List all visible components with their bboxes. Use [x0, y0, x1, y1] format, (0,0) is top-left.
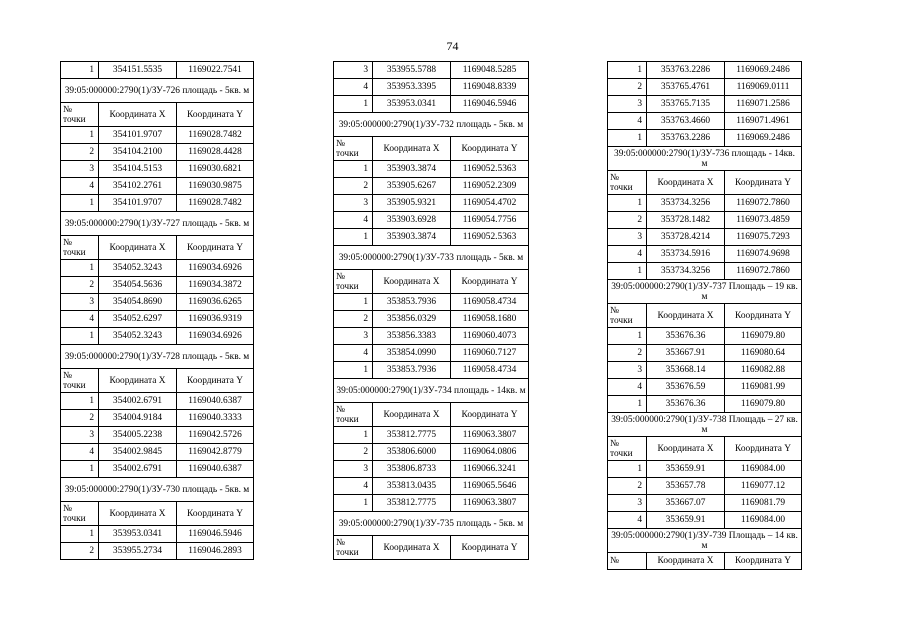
header-coordinate-y: Координата Y [177, 502, 254, 526]
point-number-cell: 1 [61, 526, 99, 543]
plot-title-row [334, 379, 529, 403]
coordinate-x-cell: 353812.7775 [373, 427, 451, 444]
plot-title: 39:05:000000:2790(1)/ЗУ-730 площадь - 5кв. м [61, 478, 254, 502]
coordinate-y-cell: 1169028.7482 [177, 127, 254, 144]
coordinates-column-3 [607, 61, 802, 570]
point-number-cell: 1 [61, 195, 99, 212]
table-row [334, 495, 529, 512]
coordinate-y-cell: 1169030.9875 [177, 178, 254, 195]
coordinate-x-cell: 354101.9707 [99, 195, 177, 212]
coordinate-y-cell: 1169052.2309 [451, 178, 529, 195]
coordinate-y-cell: 1169066.3241 [451, 461, 529, 478]
plot-title-row [608, 529, 802, 553]
coordinate-x-cell: 353812.7775 [373, 495, 451, 512]
header-row [334, 536, 529, 560]
header-row [608, 304, 802, 328]
point-number-cell: 2 [61, 543, 99, 560]
point-number-cell: 3 [608, 362, 647, 379]
point-number-cell: 3 [608, 495, 647, 512]
coordinate-y-cell: 1169080.64 [725, 345, 802, 362]
coordinate-y-cell: 1169079.80 [725, 328, 802, 345]
plot-title: 39:05:000000:2790(1)/ЗУ-733 площадь - 5кв. м [334, 246, 529, 270]
coordinate-y-cell: 1169072.7860 [725, 263, 802, 280]
point-number-cell: 1 [334, 427, 373, 444]
coordinate-y-cell: 1169046.5946 [451, 96, 529, 113]
header-point-number: № точки [608, 304, 647, 328]
coordinate-y-cell: 1169058.1680 [451, 311, 529, 328]
coordinate-x-cell: 354002.9845 [99, 444, 177, 461]
table-row [608, 195, 802, 212]
coordinate-x-cell: 354151.5535 [99, 62, 177, 79]
table-row [608, 478, 802, 495]
plot-title: 39:05:000000:2790(1)/ЗУ-728 площадь - 5кв. м [61, 345, 254, 369]
point-number-cell: 1 [608, 130, 647, 147]
coordinate-x-cell: 353763.2286 [647, 130, 725, 147]
plot-title-row [61, 212, 254, 236]
coordinate-y-cell: 1169058.4734 [451, 362, 529, 379]
table-row [61, 144, 254, 161]
plot-title: 39:05:000000:2790(1)/ЗУ-736 площадь - 14кв. м [608, 147, 802, 171]
coordinate-y-cell: 1169042.8779 [177, 444, 254, 461]
table-row [334, 62, 529, 79]
plot-title: 39:05:000000:2790(1)/ЗУ-738 Площадь – 27 кв. м [608, 413, 802, 437]
table-row [608, 396, 802, 413]
header-coordinate-y: Координата Y [451, 137, 529, 161]
point-number-cell: 2 [61, 144, 99, 161]
coordinate-y-cell: 1169058.4734 [451, 294, 529, 311]
coordinate-x-cell: 353903.3874 [373, 229, 451, 246]
coordinate-x-cell: 354052.3243 [99, 260, 177, 277]
coordinate-x-cell: 353955.2734 [99, 543, 177, 560]
header-coordinate-x: Координата X [373, 137, 451, 161]
table-row [608, 96, 802, 113]
coordinate-y-cell: 1169048.5285 [451, 62, 529, 79]
coordinate-y-cell: 1169034.6926 [177, 260, 254, 277]
coordinate-y-cell: 1169040.3333 [177, 410, 254, 427]
coordinate-y-cell: 1169028.4428 [177, 144, 254, 161]
point-number-cell: 3 [61, 161, 99, 178]
table-row [334, 362, 529, 379]
coordinate-y-cell: 1169040.6387 [177, 461, 254, 478]
coordinate-y-cell: 1169060.4073 [451, 328, 529, 345]
table-row [334, 461, 529, 478]
point-number-cell: 4 [334, 212, 373, 229]
coordinate-x-cell: 354101.9707 [99, 127, 177, 144]
header-coordinate-x: Координата X [373, 270, 451, 294]
table-row [61, 195, 254, 212]
table-row [608, 212, 802, 229]
coordinate-y-cell: 1169042.5726 [177, 427, 254, 444]
coordinate-x-cell: 353734.3256 [647, 195, 725, 212]
coordinate-y-cell: 1169069.2486 [725, 130, 802, 147]
header-coordinate-x: Координата X [647, 171, 725, 195]
table-row [61, 311, 254, 328]
coordinate-y-cell: 1169054.7756 [451, 212, 529, 229]
coordinate-x-cell: 353668.14 [647, 362, 725, 379]
coordinate-y-cell: 1169054.4702 [451, 195, 529, 212]
header-row [334, 137, 529, 161]
point-number-cell: 1 [608, 396, 647, 413]
coordinate-x-cell: 354102.2761 [99, 178, 177, 195]
header-point-number: № точки [61, 236, 99, 260]
header-row [608, 437, 802, 461]
point-number-cell: 1 [61, 461, 99, 478]
point-number-cell: 4 [61, 444, 99, 461]
header-coordinate-y: Координата Y [451, 536, 529, 560]
coordinate-x-cell: 353657.78 [647, 478, 725, 495]
point-number-cell: 3 [61, 427, 99, 444]
coordinate-x-cell: 353765.4761 [647, 79, 725, 96]
point-number-cell: 3 [334, 62, 373, 79]
point-number-cell: 1 [608, 461, 647, 478]
table-row [608, 345, 802, 362]
point-number-cell: 1 [61, 260, 99, 277]
coordinate-y-cell: 1169052.5363 [451, 161, 529, 178]
coordinate-x-cell: 353806.6000 [373, 444, 451, 461]
point-number-cell: 1 [608, 263, 647, 280]
plot-title-row [61, 345, 254, 369]
plot-title-row [61, 478, 254, 502]
plot-title: 39:05:000000:2790(1)/ЗУ-739 Площадь – 14 кв. м [608, 529, 802, 553]
point-number-cell: 4 [334, 478, 373, 495]
table-row [334, 294, 529, 311]
table-row [61, 328, 254, 345]
coordinate-y-cell: 1169052.5363 [451, 229, 529, 246]
coordinate-x-cell: 353763.4660 [647, 113, 725, 130]
table-row [61, 461, 254, 478]
coordinate-y-cell: 1169063.3807 [451, 427, 529, 444]
header-point-number: № точки [61, 103, 99, 127]
header-coordinate-x: Координата X [99, 103, 177, 127]
table-row [334, 345, 529, 362]
coordinate-x-cell: 353856.3383 [373, 328, 451, 345]
point-number-cell: 1 [608, 195, 647, 212]
point-number-cell: 1 [334, 161, 373, 178]
plot-title-row [608, 413, 802, 437]
coordinate-x-cell: 354004.9184 [99, 410, 177, 427]
coordinate-x-cell: 353806.8733 [373, 461, 451, 478]
point-number-cell: 4 [334, 345, 373, 362]
coordinate-x-cell: 353676.59 [647, 379, 725, 396]
point-number-cell: 2 [608, 212, 647, 229]
coordinate-x-cell: 354104.5153 [99, 161, 177, 178]
coordinate-y-cell: 1169060.7127 [451, 345, 529, 362]
coordinate-x-cell: 353813.0435 [373, 478, 451, 495]
coordinate-x-cell: 354054.8690 [99, 294, 177, 311]
table-row [334, 96, 529, 113]
header-coordinate-y: Координата Y [725, 437, 802, 461]
point-number-cell: 1 [608, 328, 647, 345]
table-row [334, 311, 529, 328]
coordinate-y-cell: 1169077.12 [725, 478, 802, 495]
coordinate-x-cell: 354002.6791 [99, 393, 177, 410]
plot-title: 39:05:000000:2790(1)/ЗУ-737 Площадь – 19 кв. м [608, 280, 802, 304]
coordinate-x-cell: 353853.7936 [373, 362, 451, 379]
coordinate-y-cell: 1169069.2486 [725, 62, 802, 79]
table-row [61, 260, 254, 277]
header-point-number: № точки [608, 437, 647, 461]
point-number-cell: 3 [334, 328, 373, 345]
table-row [608, 362, 802, 379]
coordinate-x-cell: 353763.2286 [647, 62, 725, 79]
plot-title-row [61, 79, 254, 103]
coordinate-x-cell: 353903.3874 [373, 161, 451, 178]
header-coordinate-y: Координата Y [177, 236, 254, 260]
table-row [334, 478, 529, 495]
table-row [334, 212, 529, 229]
coordinate-x-cell: 353728.4214 [647, 229, 725, 246]
coordinates-column-1 [60, 61, 254, 560]
header-row [61, 369, 254, 393]
coordinate-y-cell: 1169071.2586 [725, 96, 802, 113]
plot-title: 39:05:000000:2790(1)/ЗУ-734 площадь - 14кв. м [334, 379, 529, 403]
point-number-cell: 1 [334, 229, 373, 246]
coordinate-x-cell: 353734.3256 [647, 263, 725, 280]
coordinate-y-cell: 1169069.0111 [725, 79, 802, 96]
table-row [61, 543, 254, 560]
table-row [608, 263, 802, 280]
plot-title: 39:05:000000:2790(1)/ЗУ-732 площадь - 5кв. м [334, 113, 529, 137]
table-row [608, 229, 802, 246]
coordinate-y-cell: 1169040.6387 [177, 393, 254, 410]
header-coordinate-y: Координата Y [725, 553, 802, 570]
table-row [608, 512, 802, 529]
coordinate-y-cell: 1169079.80 [725, 396, 802, 413]
table-row [61, 393, 254, 410]
point-number-cell: 4 [608, 379, 647, 396]
point-number-cell: 3 [608, 96, 647, 113]
point-number-cell: 2 [608, 345, 647, 362]
table-row [608, 113, 802, 130]
table-row [608, 461, 802, 478]
point-number-cell: 3 [608, 229, 647, 246]
coordinate-x-cell: 353853.7936 [373, 294, 451, 311]
point-number-cell: 2 [334, 311, 373, 328]
header-row [61, 502, 254, 526]
coordinate-y-cell: 1169072.7860 [725, 195, 802, 212]
coordinate-y-cell: 1169046.2893 [177, 543, 254, 560]
point-number-cell: 1 [61, 328, 99, 345]
header-coordinate-x: Координата X [373, 536, 451, 560]
coordinate-y-cell: 1169073.4859 [725, 212, 802, 229]
header-coordinate-y: Координата Y [177, 103, 254, 127]
point-number-cell: 1 [61, 62, 99, 79]
coordinate-x-cell: 353953.3395 [373, 79, 451, 96]
point-number-cell: 4 [61, 178, 99, 195]
table-row [61, 161, 254, 178]
coordinate-x-cell: 354005.2238 [99, 427, 177, 444]
header-row [61, 236, 254, 260]
point-number-cell: 3 [334, 461, 373, 478]
point-number-cell: 2 [608, 478, 647, 495]
header-point-number: № точки [334, 536, 373, 560]
header-row [334, 403, 529, 427]
table-row [334, 444, 529, 461]
point-number-cell: 4 [608, 512, 647, 529]
header-point-number: № [608, 553, 647, 570]
coordinate-y-cell: 1169034.6926 [177, 328, 254, 345]
point-number-cell: 2 [334, 178, 373, 195]
coordinate-y-cell: 1169075.7293 [725, 229, 802, 246]
plot-title-row [608, 147, 802, 171]
point-number-cell: 1 [61, 127, 99, 144]
table-row [334, 178, 529, 195]
point-number-cell: 4 [61, 311, 99, 328]
header-point-number: № точки [608, 171, 647, 195]
coordinate-y-cell: 1169081.79 [725, 495, 802, 512]
table-row [61, 277, 254, 294]
coordinate-x-cell: 353953.0341 [373, 96, 451, 113]
coordinate-x-cell: 354054.5636 [99, 277, 177, 294]
coordinate-x-cell: 353676.36 [647, 396, 725, 413]
point-number-cell: 4 [608, 246, 647, 263]
coordinate-y-cell: 1169036.9319 [177, 311, 254, 328]
plot-title: 39:05:000000:2790(1)/ЗУ-727 площадь - 5кв. м [61, 212, 254, 236]
coordinate-x-cell: 353734.5916 [647, 246, 725, 263]
point-number-cell: 4 [608, 113, 647, 130]
header-row [61, 103, 254, 127]
table-row [334, 229, 529, 246]
table-row [608, 379, 802, 396]
table-row [61, 127, 254, 144]
point-number-cell: 2 [61, 410, 99, 427]
coordinate-y-cell: 1169081.99 [725, 379, 802, 396]
header-coordinate-x: Координата X [99, 502, 177, 526]
coordinate-y-cell: 1169082.88 [725, 362, 802, 379]
table-row [334, 427, 529, 444]
coordinate-y-cell: 1169036.6265 [177, 294, 254, 311]
table-row [334, 328, 529, 345]
coordinate-y-cell: 1169030.6821 [177, 161, 254, 178]
header-coordinate-y: Координата Y [451, 270, 529, 294]
plot-title-row [334, 246, 529, 270]
point-number-cell: 1 [334, 362, 373, 379]
plot-title-row [334, 512, 529, 536]
header-row [334, 270, 529, 294]
header-coordinate-x: Координата X [647, 553, 725, 570]
header-coordinate-x: Координата X [647, 304, 725, 328]
plot-title: 39:05:000000:2790(1)/ЗУ-726 площадь - 5кв. м [61, 79, 254, 103]
header-point-number: № точки [334, 137, 373, 161]
table-row [608, 495, 802, 512]
coordinate-y-cell: 1169065.5646 [451, 478, 529, 495]
page-number: 74 [446, 39, 459, 53]
point-number-cell: 1 [334, 96, 373, 113]
coordinate-y-cell: 1169022.7541 [177, 62, 254, 79]
table-row [61, 294, 254, 311]
point-number-cell: 1 [334, 294, 373, 311]
point-number-cell: 1 [608, 62, 647, 79]
coordinate-y-cell: 1169084.00 [725, 512, 802, 529]
point-number-cell: 3 [61, 294, 99, 311]
point-number-cell: 2 [608, 79, 647, 96]
coordinate-y-cell: 1169028.7482 [177, 195, 254, 212]
coordinate-y-cell: 1169074.9698 [725, 246, 802, 263]
header-row [608, 553, 802, 570]
table-row [61, 427, 254, 444]
table-row [334, 161, 529, 178]
coordinate-y-cell: 1169034.3872 [177, 277, 254, 294]
coordinates-table [607, 61, 802, 570]
coordinate-x-cell: 353953.0341 [99, 526, 177, 543]
coordinate-x-cell: 353765.7135 [647, 96, 725, 113]
coordinate-y-cell: 1169046.5946 [177, 526, 254, 543]
coordinate-x-cell: 353905.9321 [373, 195, 451, 212]
table-row [334, 195, 529, 212]
point-number-cell: 4 [334, 79, 373, 96]
table-row [608, 79, 802, 96]
coordinate-x-cell: 353676.36 [647, 328, 725, 345]
point-number-cell: 2 [334, 444, 373, 461]
coordinate-x-cell: 354052.6297 [99, 311, 177, 328]
coordinate-x-cell: 353856.0329 [373, 311, 451, 328]
header-point-number: № точки [334, 270, 373, 294]
coordinate-x-cell: 353667.07 [647, 495, 725, 512]
table-row [608, 246, 802, 263]
coordinate-x-cell: 353728.1482 [647, 212, 725, 229]
header-point-number: № точки [61, 369, 99, 393]
header-coordinate-x: Координата X [99, 369, 177, 393]
coordinate-y-cell: 1169084.00 [725, 461, 802, 478]
point-number-cell: 1 [334, 495, 373, 512]
coordinate-x-cell: 353955.5788 [373, 62, 451, 79]
point-number-cell: 1 [61, 393, 99, 410]
coordinate-x-cell: 354052.3243 [99, 328, 177, 345]
coordinate-y-cell: 1169064.0806 [451, 444, 529, 461]
table-row [61, 62, 254, 79]
coordinate-x-cell: 354104.2100 [99, 144, 177, 161]
header-point-number: № точки [61, 502, 99, 526]
table-row [61, 178, 254, 195]
coordinates-column-2 [333, 61, 529, 560]
plot-title-row [608, 280, 802, 304]
coordinates-table [333, 61, 529, 560]
table-row [608, 328, 802, 345]
header-coordinate-x: Координата X [373, 403, 451, 427]
coordinate-y-cell: 1169063.3807 [451, 495, 529, 512]
table-row [334, 79, 529, 96]
coordinate-x-cell: 354002.6791 [99, 461, 177, 478]
header-coordinate-y: Координата Y [451, 403, 529, 427]
coordinate-x-cell: 353659.91 [647, 512, 725, 529]
table-row [608, 62, 802, 79]
plot-title-row [334, 113, 529, 137]
coordinate-y-cell: 1169048.8339 [451, 79, 529, 96]
header-coordinate-y: Координата Y [177, 369, 254, 393]
coordinate-x-cell: 353659.91 [647, 461, 725, 478]
table-row [61, 410, 254, 427]
header-coordinate-y: Координата Y [725, 304, 802, 328]
plot-title: 39:05:000000:2790(1)/ЗУ-735 площадь - 5кв. м [334, 512, 529, 536]
coordinate-y-cell: 1169071.4961 [725, 113, 802, 130]
table-row [61, 444, 254, 461]
coordinate-x-cell: 353667.91 [647, 345, 725, 362]
coordinate-x-cell: 353903.6928 [373, 212, 451, 229]
coordinate-x-cell: 353905.6267 [373, 178, 451, 195]
point-number-cell: 3 [334, 195, 373, 212]
header-row [608, 171, 802, 195]
header-coordinate-x: Координата X [99, 236, 177, 260]
header-coordinate-y: Координата Y [725, 171, 802, 195]
coordinates-table [60, 61, 254, 560]
header-coordinate-x: Координата X [647, 437, 725, 461]
table-row [61, 526, 254, 543]
point-number-cell: 2 [61, 277, 99, 294]
header-point-number: № точки [334, 403, 373, 427]
table-row [608, 130, 802, 147]
coordinate-x-cell: 353854.0990 [373, 345, 451, 362]
